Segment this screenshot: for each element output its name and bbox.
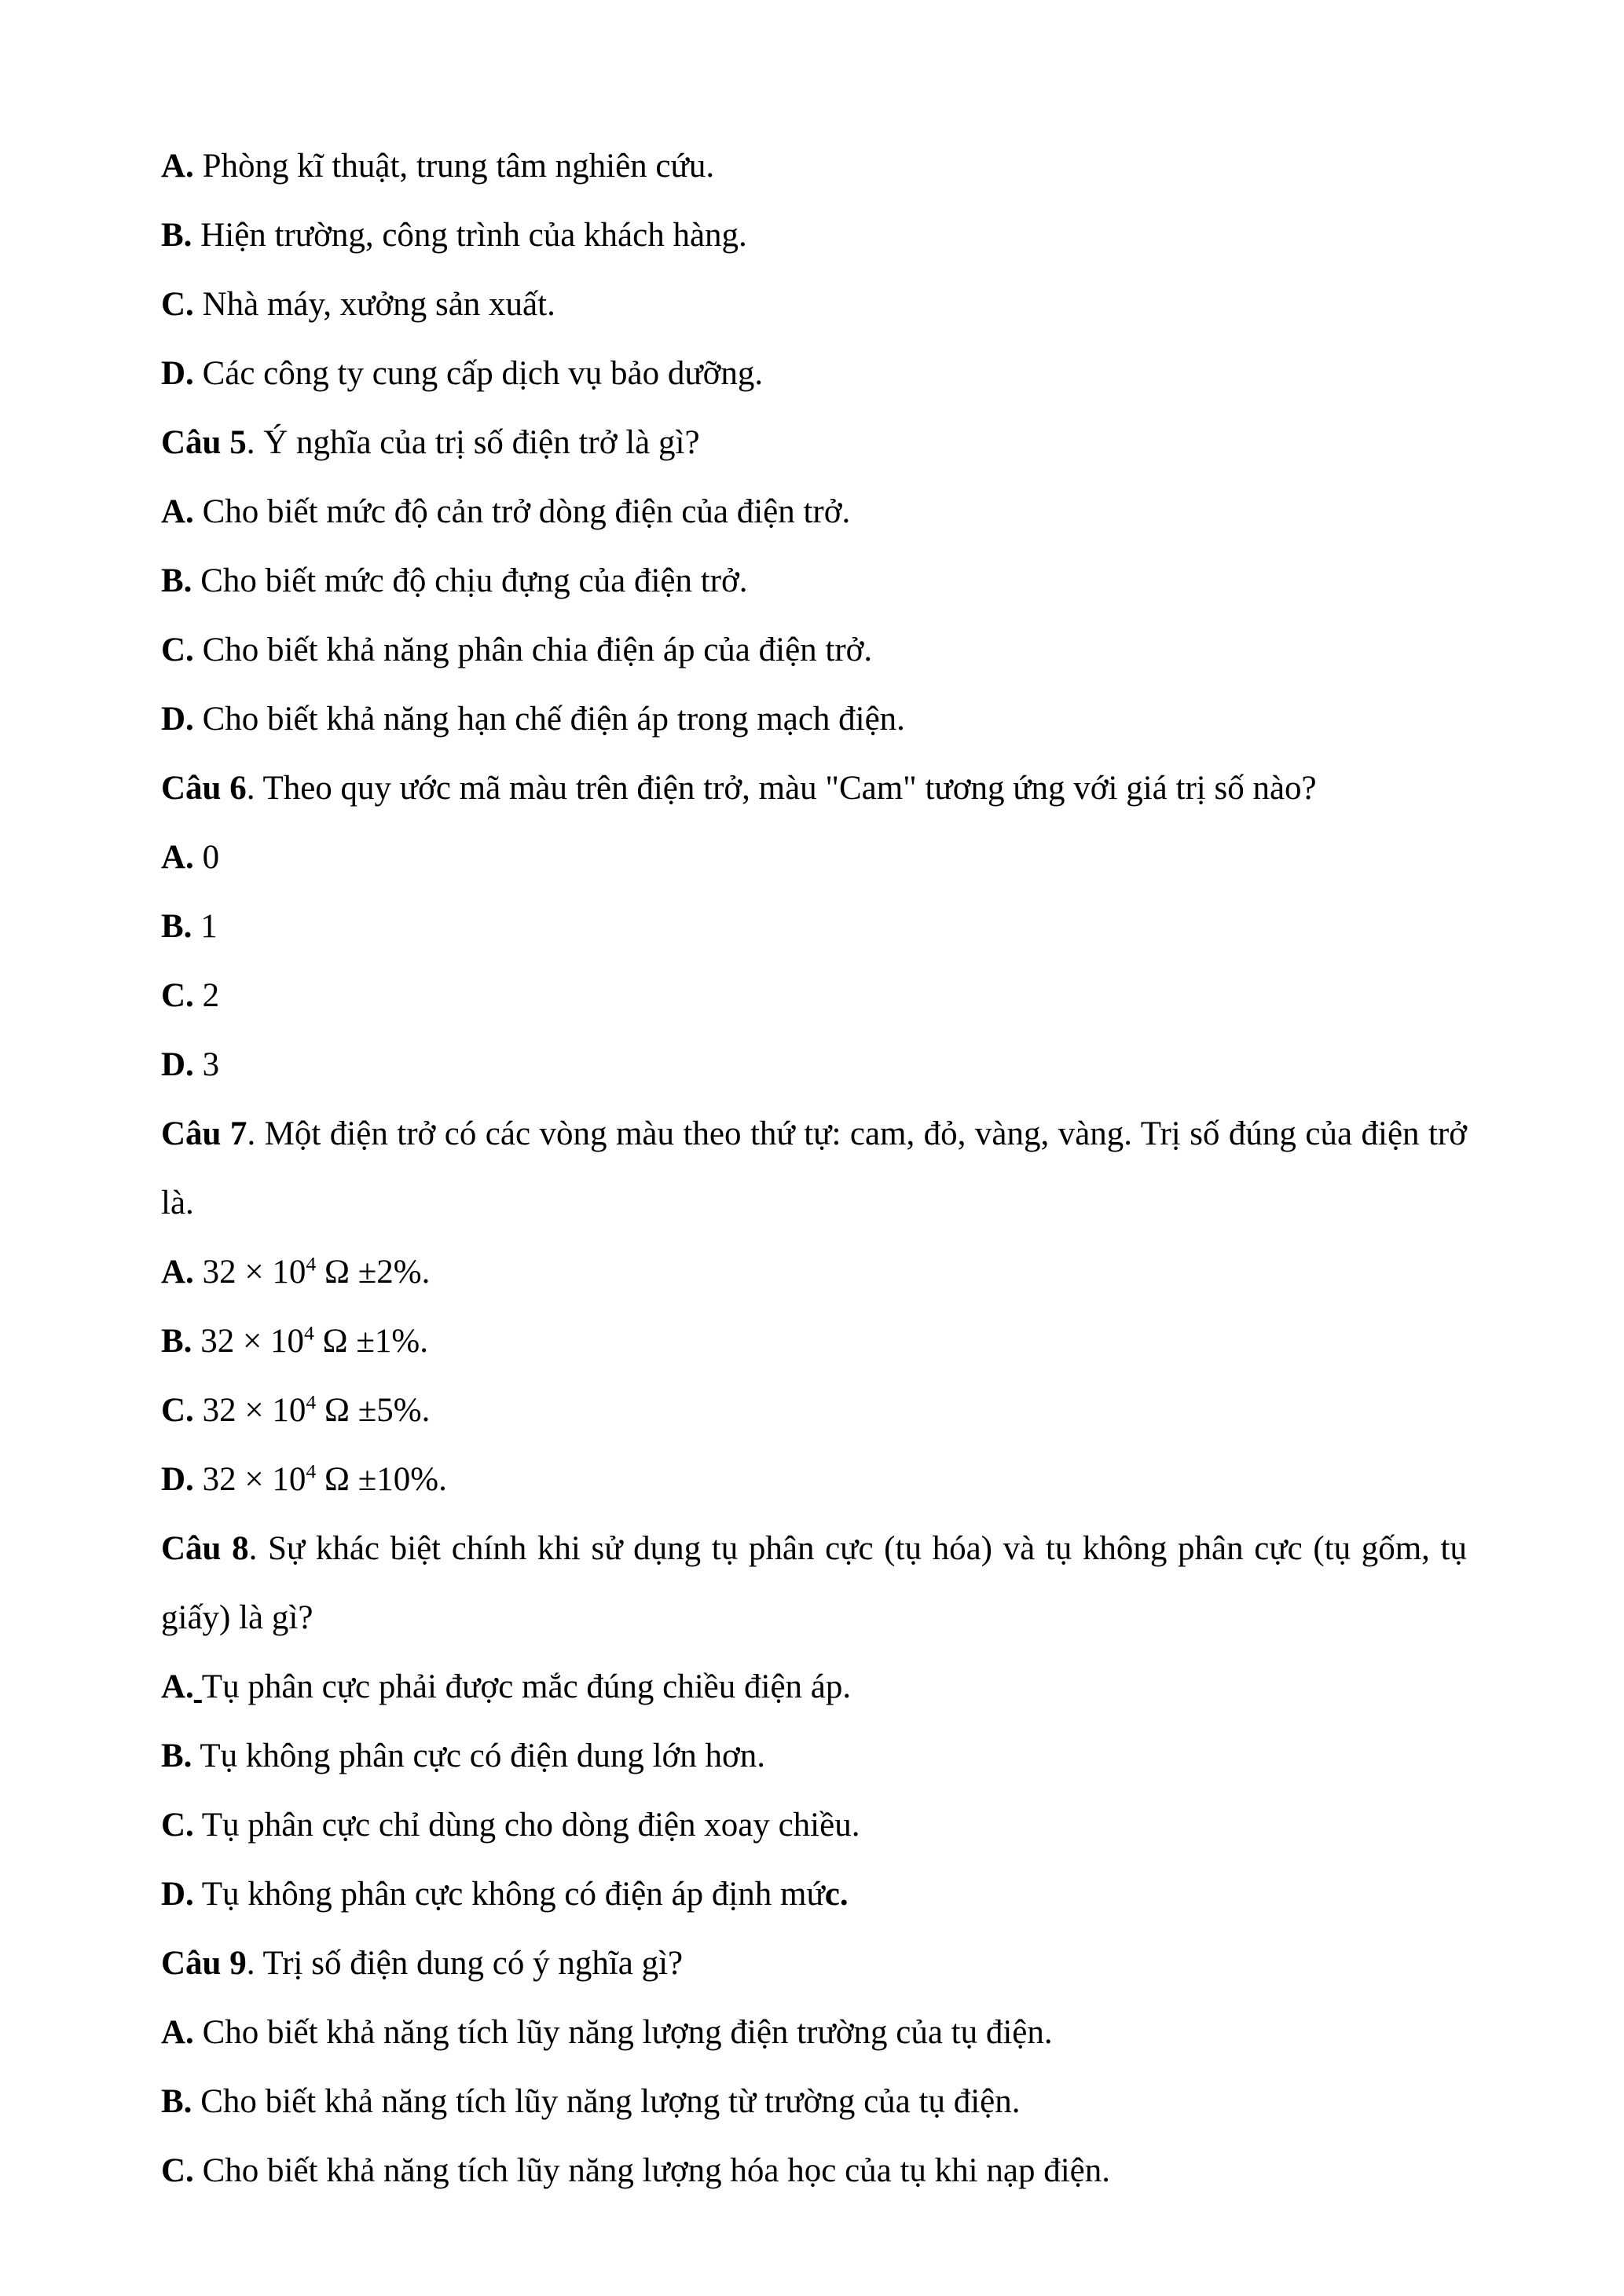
text-segment: Cho biết khả năng tích lũy năng lượng điện trường của tụ điện.	[193, 2014, 1053, 2051]
answer-option-line	[161, 132, 1467, 201]
text-segment: Cho biết khả năng phân chia điện áp của điện trở.	[193, 632, 873, 668]
answer-option-line	[161, 1031, 1467, 1100]
answer-option-line	[161, 2137, 1467, 2206]
text-segment: Tụ không phân cực có điện dung lớn hơn.	[192, 1738, 766, 1774]
bold-label-segment: C.	[161, 1807, 194, 1844]
text-segment: Cho biết khả năng tích lũy năng lượng hóa học của tụ khi nạp điện.	[193, 2152, 1110, 2189]
answer-option-line	[161, 270, 1467, 339]
bold-label-segment: Câu 9	[161, 1945, 247, 1982]
text-segment: . Sự khác biệt chính khi sử dụng tụ phân cực (tụ hóa) và tụ không phân cực (tụ gốm, tụ giấy) là gì?	[161, 1530, 1468, 1636]
bold-label-segment: A.	[161, 148, 194, 185]
text-segment	[194, 1668, 202, 1705]
answer-option-line	[161, 1445, 1467, 1514]
text-segment: Hiện trường, công trình của khách hàng.	[192, 217, 747, 254]
answer-option-line	[161, 616, 1467, 685]
bold-label-segment: B.	[161, 2083, 192, 2120]
bold-label-segment: B.	[161, 217, 192, 254]
bold-label-segment: A.	[161, 2014, 194, 2051]
bold-label-segment: B.	[161, 1738, 192, 1774]
text-segment: Tụ phân cực chỉ dùng cho dòng điện xoay chiều.	[193, 1807, 860, 1844]
answer-option-line	[161, 2067, 1467, 2137]
text-segment: Nhà máy, xưởng sản xuất.	[193, 286, 555, 323]
bold-label-segment: D.	[161, 1461, 194, 1498]
text-segment: 32 × 10	[193, 1254, 306, 1291]
text-segment: . Theo quy ước mã màu trên điện trở, màu "Cam" tương ứng với giá trị số nào?	[246, 770, 1317, 807]
text-segment: 0	[193, 839, 220, 876]
question-heading-line	[161, 408, 1467, 478]
question-heading-line	[161, 754, 1467, 823]
bold-label-segment: Câu 8	[161, 1530, 249, 1567]
bold-label-segment: B.	[161, 908, 192, 945]
text-segment: Tụ không phân cực không có điện áp định mứ	[193, 1876, 825, 1913]
bold-label-segment: A.	[161, 1668, 194, 1705]
bold-label-segment: A.	[161, 493, 194, 530]
text-segment: 32 × 10	[193, 1392, 306, 1429]
text-segment: Cho biết khả năng tích lũy năng lượng từ trường của tụ điện.	[192, 2083, 1021, 2120]
bold-label-segment: D.	[161, 1876, 194, 1913]
answer-option-line	[161, 892, 1467, 961]
bold-label-segment: C.	[161, 632, 194, 668]
text-segment: Các công ty cung cấp dịch vụ bảo dưỡng.	[193, 355, 764, 392]
answer-option-line	[161, 1998, 1467, 2067]
bold-label-segment: C.	[161, 977, 194, 1014]
answer-option-line	[161, 685, 1467, 754]
bold-label-segment: Câu 7	[161, 1115, 247, 1152]
bold-label-segment: D.	[161, 355, 194, 392]
text-segment: 2	[193, 977, 220, 1014]
answer-option-line	[161, 1722, 1467, 1791]
answer-option-line	[161, 961, 1467, 1031]
superscript-segment: 4	[306, 1390, 317, 1414]
bold-label-segment: B.	[161, 1323, 192, 1360]
answer-option-line	[161, 1307, 1467, 1376]
bold-label-segment: Câu 6	[161, 770, 247, 807]
text-segment: Cho biết mức độ chịu đựng của điện trở.	[192, 562, 748, 599]
text-segment: . Ý nghĩa của trị số điện trở là gì?	[246, 424, 700, 461]
superscript-segment: 4	[306, 1459, 317, 1483]
answer-option-line	[161, 1860, 1467, 1929]
text-segment: . Một điện trở có các vòng màu theo thứ tự: cam, đỏ, vàng, vàng. Trị số đúng của điện trở là.	[161, 1115, 1467, 1221]
bold-label-segment: C.	[161, 2152, 194, 2189]
superscript-segment: 4	[303, 1321, 314, 1345]
question-heading-paragraph	[161, 1514, 1467, 1653]
answer-option-line	[161, 478, 1467, 547]
bold-label-segment: A.	[161, 839, 194, 876]
bold-label-segment: C.	[161, 286, 194, 323]
text-segment: Cho biết khả năng hạn chế điện áp trong mạch điện.	[193, 701, 905, 738]
text-segment: 1	[192, 908, 218, 945]
text-segment: . Trị số điện dung có ý nghĩa gì?	[246, 1945, 684, 1982]
text-segment: 32 × 10	[193, 1461, 306, 1498]
bold-label-segment: B.	[161, 562, 192, 599]
answer-option-line	[161, 339, 1467, 408]
answer-option-line	[161, 201, 1467, 270]
bold-label-segment: C.	[161, 1392, 194, 1429]
text-segment: Ω ±2%.	[316, 1254, 431, 1291]
text-segment: Ω ±1%.	[313, 1323, 428, 1360]
text-segment: 32 × 10	[192, 1323, 304, 1360]
question-heading-line	[161, 1929, 1467, 1998]
answer-option-line	[161, 1791, 1467, 1860]
bold-label-segment: D.	[161, 1046, 194, 1083]
superscript-segment: 4	[306, 1252, 317, 1276]
text-segment: Ω ±5%.	[316, 1392, 431, 1429]
text-segment: Tụ phân cực phải được mắc đúng chiều điện áp.	[201, 1668, 852, 1705]
question-heading-paragraph	[161, 1100, 1467, 1238]
answer-option-line	[161, 1376, 1467, 1445]
bold-label-segment: A.	[161, 1254, 194, 1291]
answer-option-line	[161, 823, 1467, 892]
answer-option-line	[161, 547, 1467, 616]
text-segment: Ω ±10%.	[316, 1461, 447, 1498]
text-segment: Cho biết mức độ cản trở dòng điện của điện trở.	[193, 493, 851, 530]
bold-label-segment: c.	[824, 1876, 849, 1913]
bold-label-segment: Câu 5	[161, 424, 247, 461]
answer-option-line	[161, 1238, 1467, 1307]
text-segment: 3	[193, 1046, 220, 1083]
bold-label-segment: D.	[161, 701, 194, 738]
text-segment: Phòng kĩ thuật, trung tâm nghiên cứu.	[193, 148, 715, 185]
answer-option-line	[161, 1653, 1467, 1722]
